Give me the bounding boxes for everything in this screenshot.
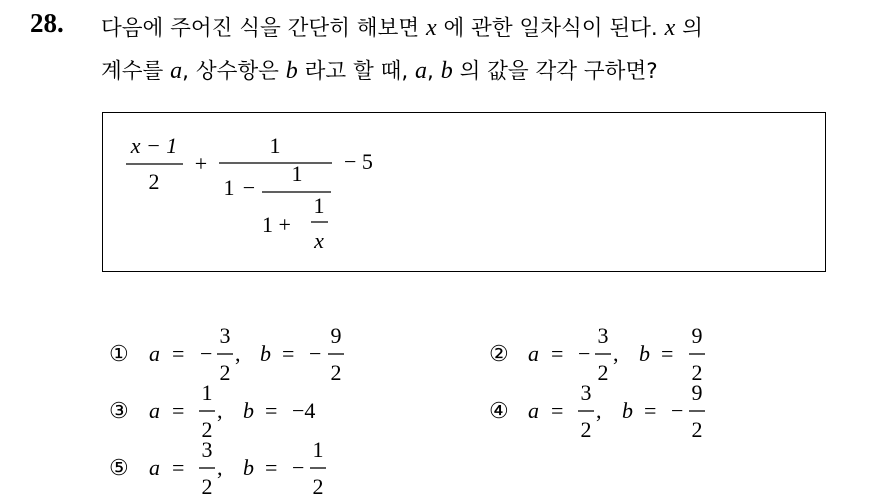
variable-a: a [528,398,539,423]
equals-sign: = [644,398,657,423]
choice-3[interactable] [109,380,315,442]
fraction-denominator: 2 [201,474,213,496]
plus-sign: + [194,151,208,176]
fraction-denominator: 2 [691,360,703,385]
fraction-denominator: 2 [597,360,609,385]
fraction-numerator: 3 [580,380,592,405]
choice-4[interactable] [489,380,705,442]
question-text: 계수를 [101,59,164,84]
fraction-denominator: 2 [201,417,213,442]
choice-marker: ③ [109,398,129,423]
comma: , [235,341,241,366]
variable-b: b [243,455,254,480]
fraction-denominator: 2 [580,417,592,442]
choice-marker: ② [489,341,509,366]
variable-b: b [622,398,633,423]
b-value: −4 [292,398,316,423]
choice-marker: ⑤ [109,455,129,480]
fraction-numerator: 1 [312,437,324,462]
question-text: 라고 할 때, [304,59,409,84]
variable-a: a [170,58,183,84]
minus-sign: − [309,341,322,366]
fraction-numerator: 9 [330,323,342,348]
variable-a: a [149,398,160,423]
choice-marker: ④ [489,398,509,423]
fraction-denominator: 2 [330,360,342,385]
one-plus: 1 + [262,212,291,237]
comma: , [217,398,223,423]
variable-x: x [664,15,676,41]
choice-5[interactable] [109,437,326,496]
choice-marker: ① [109,341,129,366]
equals-sign: = [172,341,185,366]
fraction-numerator: 9 [691,380,703,405]
fraction-numerator: 3 [219,323,231,348]
question-text: , [427,59,434,84]
fraction-numerator: 1 [313,193,325,218]
variable-b: b [285,58,298,84]
equals-sign: = [551,341,564,366]
equals-sign: = [172,398,185,423]
question-text: 의 값을 각각 구하면? [459,59,658,84]
equals-sign: = [661,341,674,366]
comma: , [613,341,619,366]
question-text: 다음에 주어진 식을 간단히 해보면 [101,16,420,41]
minus-sign: − [578,341,591,366]
question-text: 에 관한 일차식이 된다. [443,16,658,41]
fraction-denominator: 2 [691,417,703,442]
fraction-numerator: 3 [201,437,213,462]
fraction-numerator: x − 1 [130,133,178,158]
constant-one: 1 [223,175,235,200]
variable-a: a [149,341,160,366]
fraction-numerator: 1 [269,133,281,158]
fraction-numerator: 3 [597,323,609,348]
fraction-denominator: x [314,228,324,253]
fraction-numerator: 1 [291,161,303,186]
equals-sign: = [551,398,564,423]
variable-b: b [440,58,453,84]
fraction-numerator: 9 [691,323,703,348]
variable-b: b [243,398,254,423]
comma: , [596,398,602,423]
question-number: 28. [30,8,64,38]
minus-sign: − [292,455,305,480]
minus-sign: − [242,175,256,200]
expression [126,133,373,253]
variable-x: x [425,15,437,41]
comma: , [217,455,223,480]
variable-a: a [415,58,428,84]
minus-sign: − [200,341,213,366]
variable-b: b [639,341,650,366]
equals-sign: = [172,455,185,480]
fraction-denominator: 2 [219,360,231,385]
question-text: , 상수항은 [182,59,279,84]
choice-1[interactable] [109,323,344,385]
minus-five: − 5 [344,149,373,174]
minus-sign: − [671,398,684,423]
variable-a: a [528,341,539,366]
fraction-numerator: 1 [201,380,213,405]
equals-sign: = [265,455,278,480]
fraction-denominator: 2 [312,474,324,496]
equals-sign: = [265,398,278,423]
fraction-denominator: 2 [148,169,160,194]
question-text: 의 [682,16,703,41]
variable-a: a [149,455,160,480]
equals-sign: = [282,341,295,366]
variable-b: b [260,341,271,366]
choice-2[interactable] [489,323,705,385]
